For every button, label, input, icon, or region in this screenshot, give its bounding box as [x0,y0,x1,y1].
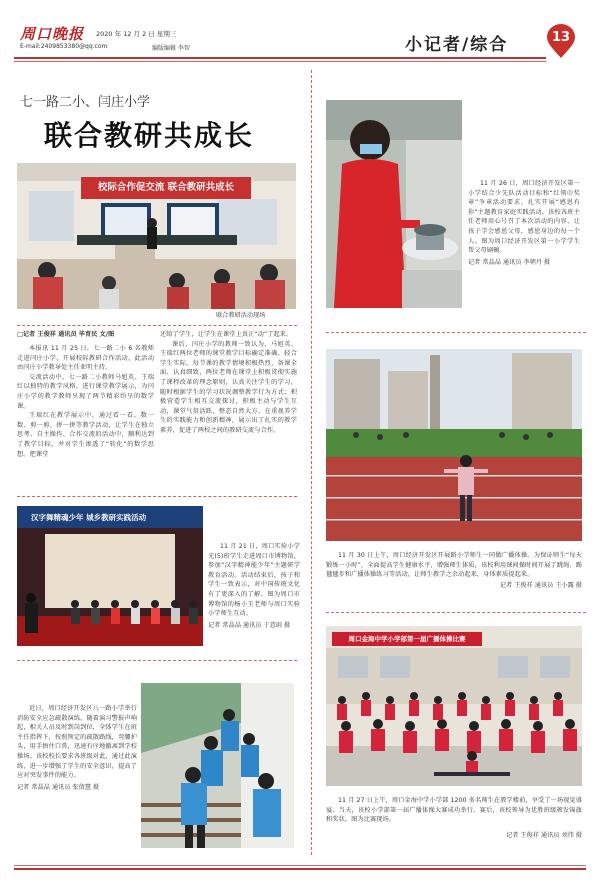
dishwashing-story-byline: 记者 常晶晶 通讯员 李朝丹 摄 [468,258,551,266]
article-col1-p3: 王瑞红在教学展示中，通过看一看、数一数、剪一剪、拼一拼等教学活动，让学生在独立思考、自主操作、合作交流的活动中，顺利达到了教学目标，并对学生渗透了“转化”的数学思想。把课堂 [17,412,154,458]
museum-photo [17,506,203,646]
article-kicker: 七一路二小、闫庄小学 [20,95,151,110]
masthead-rule [14,57,546,59]
classroom-photo [17,163,296,309]
gymnastics-story-text: 11 月 27 日上午，周口金海中学小学部 1200 多名师生在教学楼前，享受了一场视觉盛宴。当天，该校小学部第一届广播体操大赛成功举行。赛后，该校领导为优胜班级颁发锦旗和奖状。图为比赛现场。 [326,797,582,824]
museum-story-byline: 记者 常晶晶 通讯员 于意雨 摄 [208,621,291,629]
footer-rule [14,865,586,866]
dishwashing-photo [326,100,462,308]
classroom-banner-text: 校际合作促交流 联合教研共成长 [97,182,235,193]
page-number-badge [546,24,576,58]
gymnastics-photo [326,626,582,786]
drill-story-text: 近日，周口经济开发区八一路小学举行消防安全应急疏散演练。随着演习警报声响起，相关人员及时到岗到位，全体学生在班主任指挥下，按照预定的疏散路线，弯腰护头，用手捂住口鼻，迅速有序地撤离到学校操场。该校校长要求各班级对此，通过此演练，进一步增强了学生的安全意识，提高了应对突发事件的能力。 [17,705,137,780]
exercise-divider [326,612,586,613]
article-bottom-divider [17,496,297,497]
exercise-story-text: 11 月 30 日上午，周口经济开发区开展路小学师生一同做广播体操。为保证师生“每天锻炼一小时”，全面提高学生健康水平，增强师生体质，该校利用课间操时间开展了跳绳、踢毽毽步和广播体操练习等活动，让师生教学之余动起来，身体素质提起来。 [326,552,582,579]
article-col2-p2: 课后，闫庄小学的教师一致认为，马旭英、王瑞红两位老师的课堂教学目标确定准确、轻合学生实际，每节课的教学情境积极热烈，备课全面、认真细致，两位老师在课堂上积极贯彻实施了课程改革的理念原则，认真关注学生的学习，随时根据学生的学习状况调整教学行为方式；积极营造学生相互交流探讨，积极主动与学生互动，课堂气氛活跃，整态自然大方，在重视养学生的实践能力和创新精神，展示出了扎实的教学素养，促进了两校之间的教研交流与合作。 [160,340,297,434]
masthead-email: E-mail:2409853380@qq.com [20,43,108,50]
masthead-editor: 编版编辑 李智 [152,45,190,52]
gymnastics-banner-text: 周口金海中学小学部第一届广播体操比赛 [348,635,466,643]
museum-story-text: 11 月 21 日，周口实验小学光(5)班学生走进周口市博物馆，参加“汉字精神能少年”主题研学教育活动。活动结束后，孩子和学生一致表示，对中国传统文化有了更深入的了解。图为周口市博物馆的杨小玉老师与周口实验小学师生互动。 [208,543,300,618]
article-col1-p2: 交流活动中，七一路二小教师马旭英、王瑞红以独特的教学风格，进行课堂教学展示，为闫庄小学的教学教师呈现了两节精彩纷呈的数学课。 [17,373,154,410]
masthead-logo: 周口晚报 [20,25,85,43]
museum-divider [17,660,297,661]
drill-photo [141,683,294,848]
museum-story [208,542,300,630]
article-col2-p1: 还给了学生，让学生在课堂上真正“动”了起来。 [160,331,293,338]
column-separator [311,70,312,855]
exercise-photo [326,349,582,541]
classroom-banner [81,177,251,199]
article-col1-p1: 本报讯 11 月 25 日，七一路二小 6 名教师走进闫庄小学，开展校际教研合作活动，此活动由闫庄小学教导处主任亚明主持。 [17,345,154,372]
exercise-story [326,551,582,590]
classroom-photo-caption: 联合教研活动现场 [216,312,266,319]
article-byline: □记者 王俊祥 通讯员 毕育民 文/图 [17,331,115,338]
dishwashing-story-text: 11 月 26 日，周口经济开发区第一小学结合少先队活动目标和“红领巾奖章”争章活动要求，扎实开展“感恩有你”主题教育家庭实践活动。该校各班主任老师用心号召了本次活动的内容，让孩子学会感恩父母，感恩身边的每一个人。图为周口经济开发区第一小学学生帮父母刷碗。 [468,180,580,255]
masthead-date: 2020 年 12 月 2 日 星期三 [96,30,177,38]
article-headline: 联合教研共成长 [44,119,255,152]
article-col2 [160,330,297,436]
dishwashing-divider [326,332,586,333]
gymnastics-story [326,796,582,840]
drill-story [17,704,137,792]
footer-rule-thick [14,868,586,870]
masthead-rule-thin [14,61,546,62]
article-col1 [17,344,154,459]
drill-story-byline: 记者 常晶晶 通讯员 张倩慧 摄 [17,783,100,791]
section-title: 小记者/综合 [405,35,509,55]
dishwashing-story [468,179,580,267]
article-divider [17,325,297,326]
exercise-story-byline: 记者 王俊祥 通讯员 王小露 摄 [499,581,582,589]
gymnastics-banner [332,632,482,646]
museum-banner-text: 汉字舞精魂少年 城乡教研实践活动 [31,513,147,522]
page-number: 13 [551,30,571,45]
gymnastics-story-byline: 记者 王俊祥 通讯员 刘伟 摄 [506,831,582,839]
